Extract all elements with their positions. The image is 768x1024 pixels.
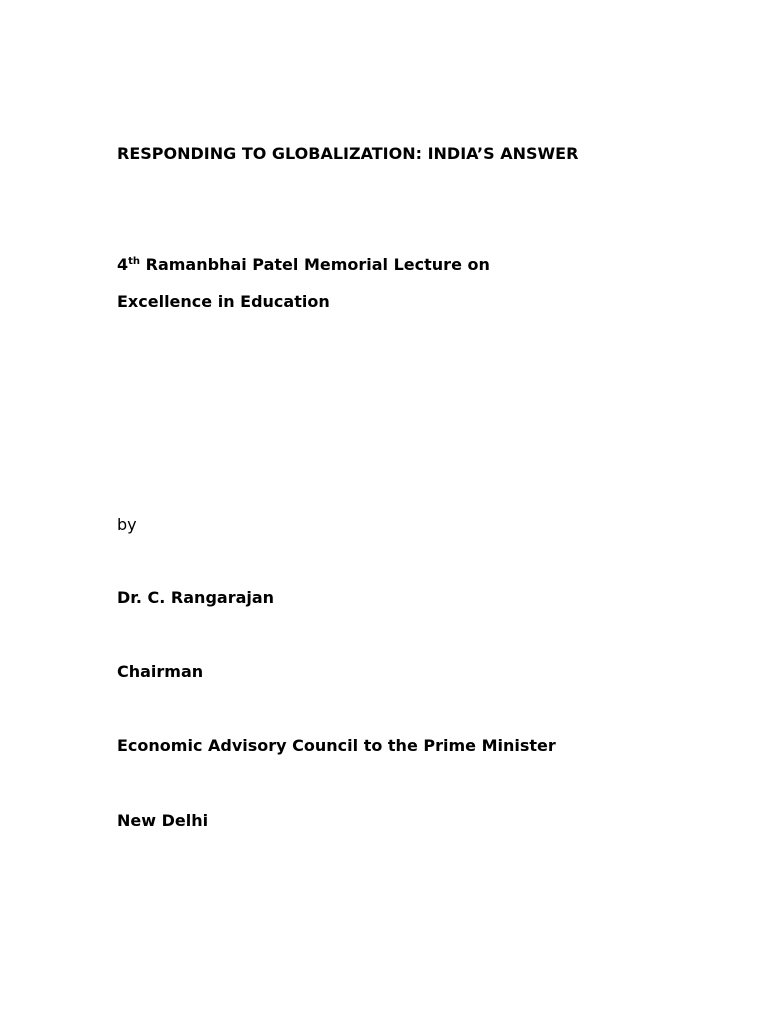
location: New Delhi bbox=[117, 811, 209, 830]
document-title: RESPONDING TO GLOBALIZATION: INDIA’S ANSWER bbox=[117, 144, 579, 163]
author-name: Dr. C. Rangarajan bbox=[117, 588, 275, 607]
lecture-title-line-2: Excellence in Education bbox=[117, 292, 330, 311]
lecture-ordinal-suffix: th bbox=[128, 256, 141, 267]
by-label: by bbox=[117, 515, 137, 534]
lecture-title-line-1 bbox=[117, 255, 490, 275]
lecture-title-text: Ramanbhai Patel Memorial Lecture on bbox=[140, 255, 490, 274]
author-position: Chairman bbox=[117, 662, 204, 681]
lecture-ordinal-number: 4 bbox=[117, 255, 129, 274]
author-organization: Economic Advisory Council to the Prime Minister bbox=[117, 736, 556, 755]
